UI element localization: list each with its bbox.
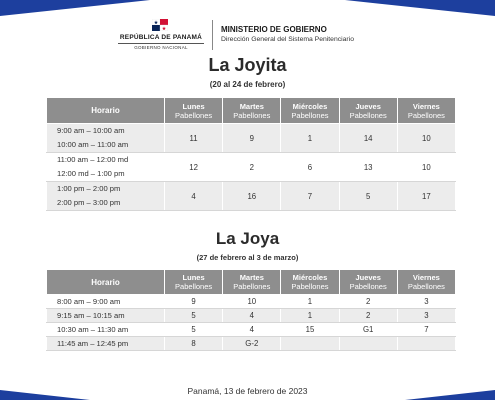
government-label: GOBIERNO NACIONAL: [134, 45, 188, 50]
schedule-table-la-joyita: [46, 97, 456, 211]
table-row: [47, 153, 456, 182]
panama-flag-icon: [152, 19, 168, 31]
table-header-row: [47, 98, 456, 124]
table-cell: [281, 337, 339, 351]
horario-cell: 9:15 am – 10:15 am: [47, 309, 165, 323]
section-subtitle-la-joyita: (20 al 24 de febrero): [209, 80, 286, 89]
table-cell: 4: [165, 182, 223, 211]
table-cell: G1: [339, 323, 397, 337]
table-cell: 3: [397, 309, 455, 323]
table-cell: 11: [165, 124, 223, 153]
vertical-divider: [212, 20, 213, 50]
table-cell: 7: [397, 323, 455, 337]
table-cell: 2: [339, 309, 397, 323]
table-cell: [397, 337, 455, 351]
table-cell: 2: [223, 153, 281, 182]
table-cell: 1: [281, 295, 339, 309]
horario-cell: 1:00 pm – 2:00 pm 2:00 pm – 3:00 pm: [47, 182, 165, 211]
horario-cell: 9:00 am – 10:00 am 10:00 am – 11:00 am: [47, 124, 165, 153]
table-cell: 16: [223, 182, 281, 211]
table-cell: 10: [223, 295, 281, 309]
table-cell: 14: [339, 124, 397, 153]
table-cell: 7: [281, 182, 339, 211]
table-cell: 10: [397, 124, 455, 153]
table-cell: [339, 337, 397, 351]
table-cell: 15: [281, 323, 339, 337]
table-cell: 2: [339, 295, 397, 309]
table-cell: 9: [165, 295, 223, 309]
table-row: [47, 295, 456, 309]
header-lunes: Lunes Pabellones: [165, 270, 223, 295]
document-header: [0, 17, 495, 57]
table-cell: 5: [165, 323, 223, 337]
table-row: [47, 309, 456, 323]
horario-cell: 10:30 am – 11:30 am: [47, 323, 165, 337]
table-row: [47, 182, 456, 211]
table-cell: 1: [281, 124, 339, 153]
table-cell: 6: [281, 153, 339, 182]
table-cell: 1: [281, 309, 339, 323]
table-cell: 17: [397, 182, 455, 211]
header-martes: Martes Pabellones: [223, 270, 281, 295]
corner-decoration-bottom-left: [0, 390, 90, 400]
table-cell: 3: [397, 295, 455, 309]
corner-decoration-bottom-right: [405, 390, 495, 400]
table-row: [47, 323, 456, 337]
table-cell: 10: [397, 153, 455, 182]
header-miercoles: Miércoles Pabellones: [281, 98, 339, 124]
table-row: [47, 337, 456, 351]
divider-line: [118, 43, 204, 44]
table-row: [47, 124, 456, 153]
table-header-row: [47, 270, 456, 295]
table-cell: 5: [165, 309, 223, 323]
header-lunes: Lunes Pabellones: [165, 98, 223, 124]
horario-cell: 11:00 am – 12:00 md 12:00 md – 1:00 pm: [47, 153, 165, 182]
ministry-name: MINISTERIO DE GOBIERNO: [221, 25, 327, 34]
footer-date: Panamá, 13 de febrero de 2023: [187, 386, 308, 396]
table-cell: G-2: [223, 337, 281, 351]
section-title-la-joyita: La Joyita: [208, 55, 287, 75]
header-jueves: Jueves Pabellones: [339, 98, 397, 124]
header-horario: Horario: [47, 98, 165, 124]
country-name: REPÚBLICA DE PANAMÁ: [119, 34, 203, 41]
table-cell: 8: [165, 337, 223, 351]
table-cell: 5: [339, 182, 397, 211]
table-cell: 4: [223, 309, 281, 323]
table-cell: 13: [339, 153, 397, 182]
header-viernes: Viernes Pabellones: [397, 270, 455, 295]
table-cell: 4: [223, 323, 281, 337]
table-cell: 12: [165, 153, 223, 182]
section-title-la-joya: La Joya: [215, 229, 280, 248]
section-subtitle-la-joya: (27 de febrero al 3 de marzo): [196, 253, 299, 262]
header-horario: Horario: [47, 270, 165, 295]
header-martes: Martes Pabellones: [223, 98, 281, 124]
corner-decoration-top-left: [0, 0, 150, 16]
header-viernes: Viernes Pabellones: [397, 98, 455, 124]
table-cell: 9: [223, 124, 281, 153]
horario-cell: 11:45 am – 12:45 pm: [47, 337, 165, 351]
schedule-table-la-joya: [46, 269, 456, 351]
corner-decoration-top-right: [345, 0, 495, 16]
header-miercoles: Miércoles Pabellones: [281, 270, 339, 295]
header-jueves: Jueves Pabellones: [339, 270, 397, 295]
direction-name: Dirección General del Sistema Penitenciario: [221, 36, 354, 43]
horario-cell: 8:00 am – 9:00 am: [47, 295, 165, 309]
